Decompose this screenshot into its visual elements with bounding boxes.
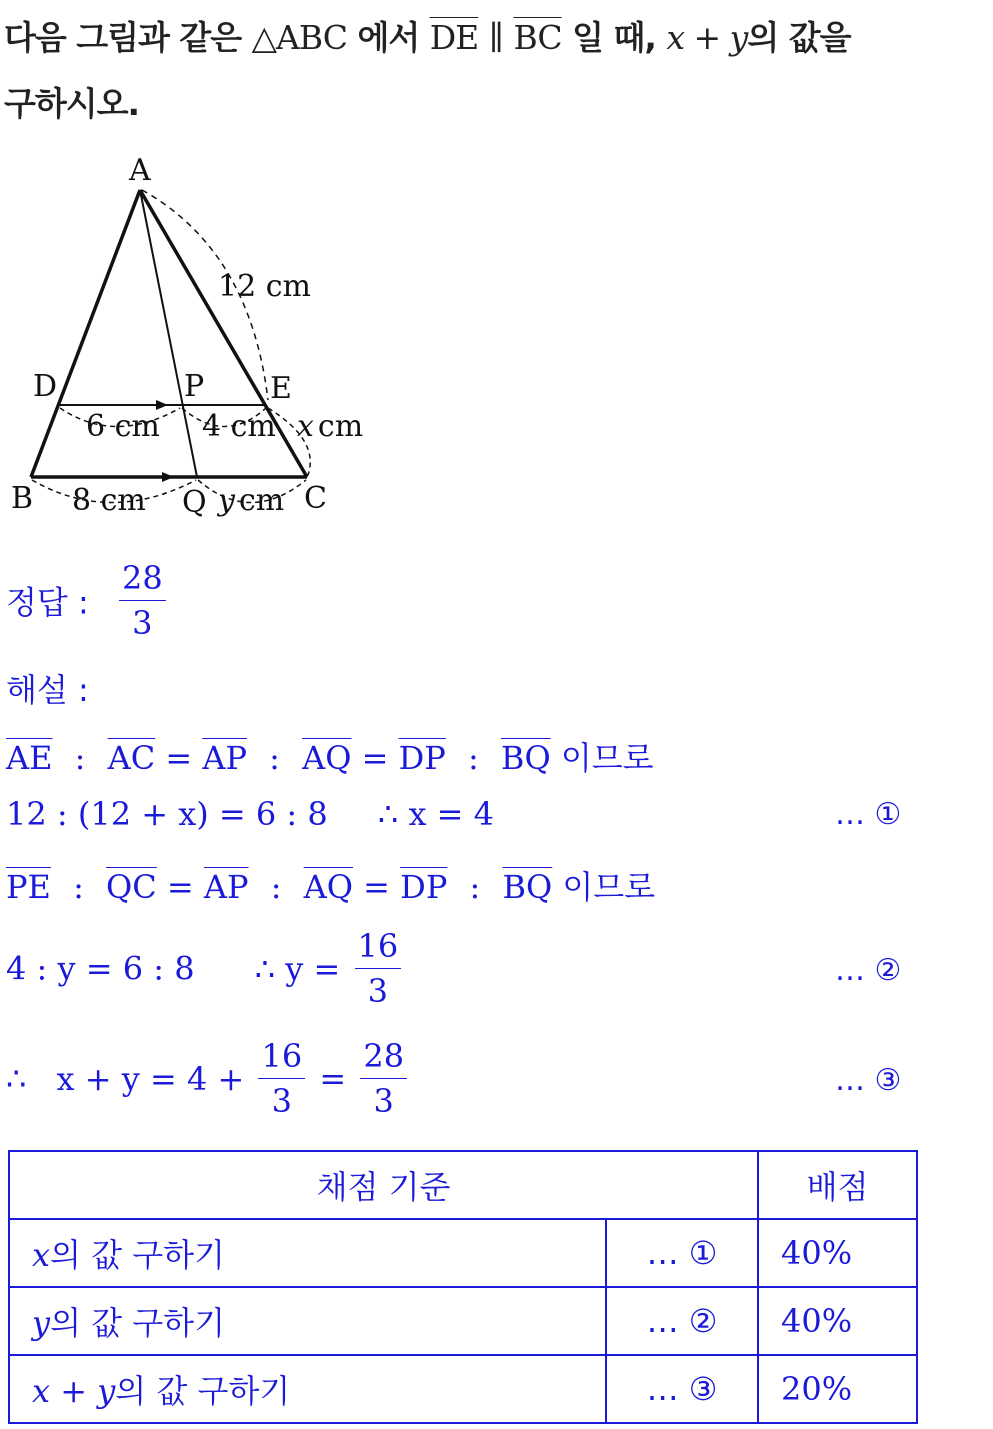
length-ae: 12 cm [218, 269, 311, 304]
criteria-var: y [32, 1304, 51, 1342]
label-d: D [33, 369, 58, 404]
colon: : [469, 868, 481, 906]
triangle-abc: △ABC [251, 18, 347, 57]
question-text-c: 일 때, [572, 18, 656, 57]
solution-line-5 [6, 1034, 411, 1123]
question-text-e: 구하시오. [4, 84, 140, 123]
label-b: B [11, 481, 34, 516]
colon: : [73, 868, 84, 906]
equals: = [361, 739, 389, 777]
table-row [9, 1355, 917, 1423]
solution-line-3 [6, 862, 655, 908]
criteria-cell [9, 1355, 606, 1423]
equals: = [363, 868, 390, 906]
length-pe: 4 cm [202, 409, 276, 444]
solution-line-1 [6, 733, 654, 779]
numerator: 28 [360, 1034, 407, 1079]
solution-label: 해설 : [6, 671, 89, 709]
criteria-text: 의 값 구하기 [50, 1304, 225, 1342]
answer-numerator: 28 [119, 556, 166, 601]
therefore-symbol: ∴ [6, 1059, 27, 1098]
length-qc: y cm [218, 483, 285, 518]
question-text-b: 에서 [357, 18, 420, 57]
seg-aq: $\overline{AQ}$ [302, 739, 352, 777]
length-dp: 6 cm [86, 409, 160, 444]
header-criteria: 채점 기준 [9, 1151, 758, 1219]
label-a: A [129, 153, 151, 188]
label-q: Q [182, 485, 207, 520]
seg-bq: $\overline{BQ}$ [500, 739, 551, 777]
step-mark-2: … ② [835, 953, 902, 988]
sum-expression: x + y = 4 + [56, 1059, 245, 1098]
mark-cell: … ② [606, 1287, 758, 1355]
seg-bq: $\overline{BQ}$ [502, 868, 553, 906]
table-row [9, 1287, 917, 1355]
seg-aq: $\overline{AQ}$ [303, 868, 353, 906]
points-cell: 40% [758, 1287, 917, 1355]
fraction-y [355, 924, 402, 1013]
question-expression: x + y [666, 18, 748, 57]
label-c: C [304, 481, 327, 516]
label-e: E [270, 371, 292, 406]
grading-header-row [9, 1151, 917, 1219]
seg-dp: $\overline{DP}$ [400, 868, 448, 906]
criteria-text: 의 값 구하기 [115, 1372, 291, 1410]
length-bq: 8 cm [72, 483, 146, 518]
seg-ap: $\overline{AP}$ [202, 739, 247, 777]
criteria-var: x [32, 1236, 51, 1274]
tail-text: 이므로 [560, 739, 654, 777]
question-line-1 [4, 12, 850, 59]
colon: : [74, 739, 86, 777]
header-points: 배점 [758, 1151, 917, 1219]
answer-denominator: 3 [132, 604, 153, 642]
result-x: ∴ x = 4 [377, 795, 494, 833]
segment-de: $\overline{DE}$ [429, 18, 479, 57]
answer-fraction [119, 556, 166, 645]
equals: = [166, 868, 194, 906]
tail-text: 이므로 [562, 868, 656, 906]
numerator: 16 [258, 1034, 305, 1079]
proportion-x: 12 : (12 + x) = 6 : 8 [6, 795, 328, 833]
answer-label: 정답 : [6, 583, 89, 622]
proportion-y: 4 : y = 6 : 8 [6, 949, 195, 988]
mark-cell: … ③ [606, 1355, 758, 1423]
seg-ae: $\overline{AE}$ [6, 739, 53, 777]
seg-dp: $\overline{DP}$ [398, 739, 446, 777]
question-line-2 [4, 78, 139, 125]
colon: : [467, 739, 479, 777]
length-ec: x cm [297, 409, 364, 444]
seg-qc: $\overline{QC}$ [106, 868, 157, 906]
colon: : [269, 739, 280, 777]
denominator: 3 [367, 972, 389, 1010]
grading-table [8, 1150, 918, 1424]
criteria-text: 의 값 구하기 [50, 1236, 225, 1274]
seg-pe: $\overline{PE}$ [6, 868, 51, 906]
question-text-a: 다음 그림과 같은 [4, 18, 242, 57]
points-cell: 40% [758, 1219, 917, 1287]
step-mark-1: … ① [835, 797, 902, 832]
equals: = [165, 739, 193, 777]
step-mark-3: … ③ [835, 1063, 902, 1098]
colon: : [270, 868, 282, 906]
numerator: 16 [355, 924, 402, 969]
solution-line-4 [6, 924, 405, 1013]
seg-ap: $\overline{AP}$ [203, 868, 249, 906]
criteria-cell [9, 1219, 606, 1287]
solution-line-2 [6, 795, 494, 833]
label-p: P [184, 369, 205, 404]
criteria-var: x + y [32, 1372, 116, 1410]
denominator: 3 [271, 1082, 293, 1120]
seg-ac: $\overline{AC}$ [107, 739, 156, 777]
fraction-sum-2 [360, 1034, 407, 1123]
segment-bc: $\overline{BC}$ [513, 18, 562, 57]
answer-line [6, 556, 170, 645]
denominator: 3 [373, 1082, 394, 1120]
table-row [9, 1219, 917, 1287]
criteria-cell [9, 1287, 606, 1355]
equals: = [319, 1059, 347, 1098]
mark-cell: … ① [606, 1219, 758, 1287]
question-text-d: 의 값을 [747, 18, 851, 57]
fraction-sum-1 [258, 1034, 305, 1123]
points-cell: 20% [758, 1355, 917, 1423]
parallel-symbol: ∥ [488, 18, 504, 57]
result-y: ∴ y = [254, 949, 341, 988]
triangle-figure [0, 150, 380, 525]
